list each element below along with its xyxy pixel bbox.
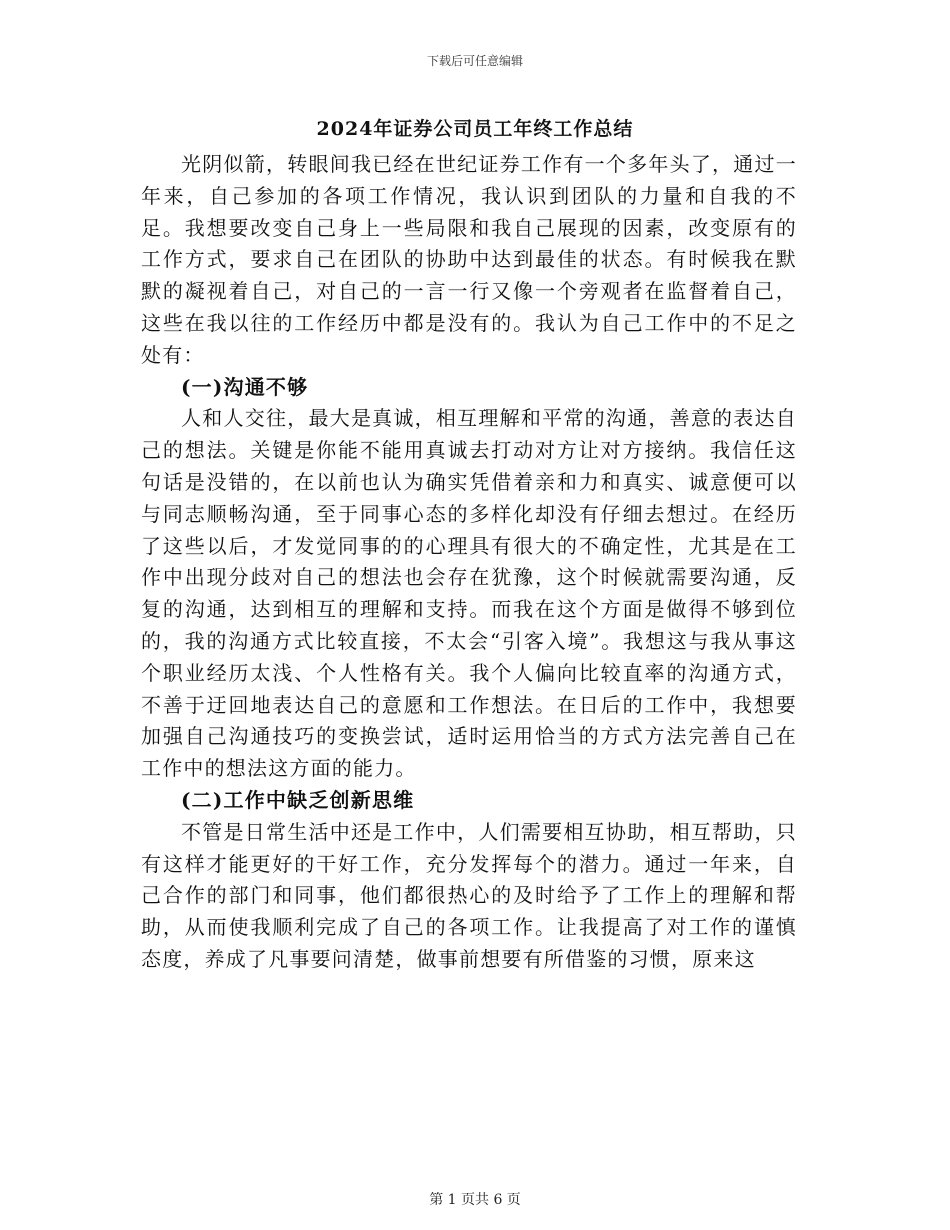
section-heading-innovation: (二)工作中缺乏创新思维 bbox=[181, 787, 415, 812]
section-paragraph-innovation: 不管是日常生活中还是工作中，人们需要相互协助，相互帮助，只有这样才能更好的干好工作，充分发挥每个的潜力。通过一年来，自己合作的部门和同事，他们都很热心的及时给予了工作上的理解和帮助，从而使我顺利完成了自己的各项工作。让我提高了对工作的谨慎态度，养成了凡事要问清楚，做事前想要有所借鉴的习惯，原来这 bbox=[141, 819, 797, 971]
section-paragraph-communication: 人和人交往，最大是真诚，相互理解和平常的沟通，善意的表达自己的想法。关键是你能不能用真诚去打动对方让对方接纳。我信任这句话是没错的，在以前也认为确实凭借着亲和力和真实、诚意便可以与同志顺畅沟通，至于同事心态的多样化却没有仔细去想过。在经历了这些以后，才发觉同事的的心理具有很大的不确定性，尤其是在工作中出现分歧对自己的想法也会存在犹豫，这个时候就需要沟通，反复的沟通，达到相互的理解和支持。而我在这个方面是做得不够到位的，我的沟通方式比较直接，不太会“引客入境”。我想这与我从事这个职业经历太浅、个人性格有关。我个人偏向比较直率的沟通方式，不善于迂回地表达自己的意愿和工作想法。在日后的工作中，我想要加强自己沟通技巧的变换尝试，适时运用恰当的方式方法完善自己在工作中的想法这方面的能力。 bbox=[141, 406, 797, 781]
page-header-note: 下载后可任意编辑 bbox=[426, 54, 523, 68]
intro-paragraph: 光阴似箭，转眼间我已经在世纪证券工作有一个多年头了，通过一年来，自己参加的各项工作情况，我认识到团队的力量和自我的不足。我想要改变自己身上一些局限和我自己展现的因素，改变原有的工作方式，要求自己在团队的协助中达到最佳的状态。有时候我在默默的凝视着自己，对自己的一言一行又像一个旁观者在监督着自己，这些在我以往的工作经历中都是没有的。我认为自己工作中的不足之处有： bbox=[141, 152, 797, 367]
section-heading-communication: (一)沟通不够 bbox=[181, 374, 309, 399]
document-body bbox=[141, 149, 797, 976]
page-footer-indicator: 第 1 页共 6 页 bbox=[429, 1192, 521, 1208]
document-title: 2024年证券公司员工年终工作总结 bbox=[316, 118, 634, 140]
